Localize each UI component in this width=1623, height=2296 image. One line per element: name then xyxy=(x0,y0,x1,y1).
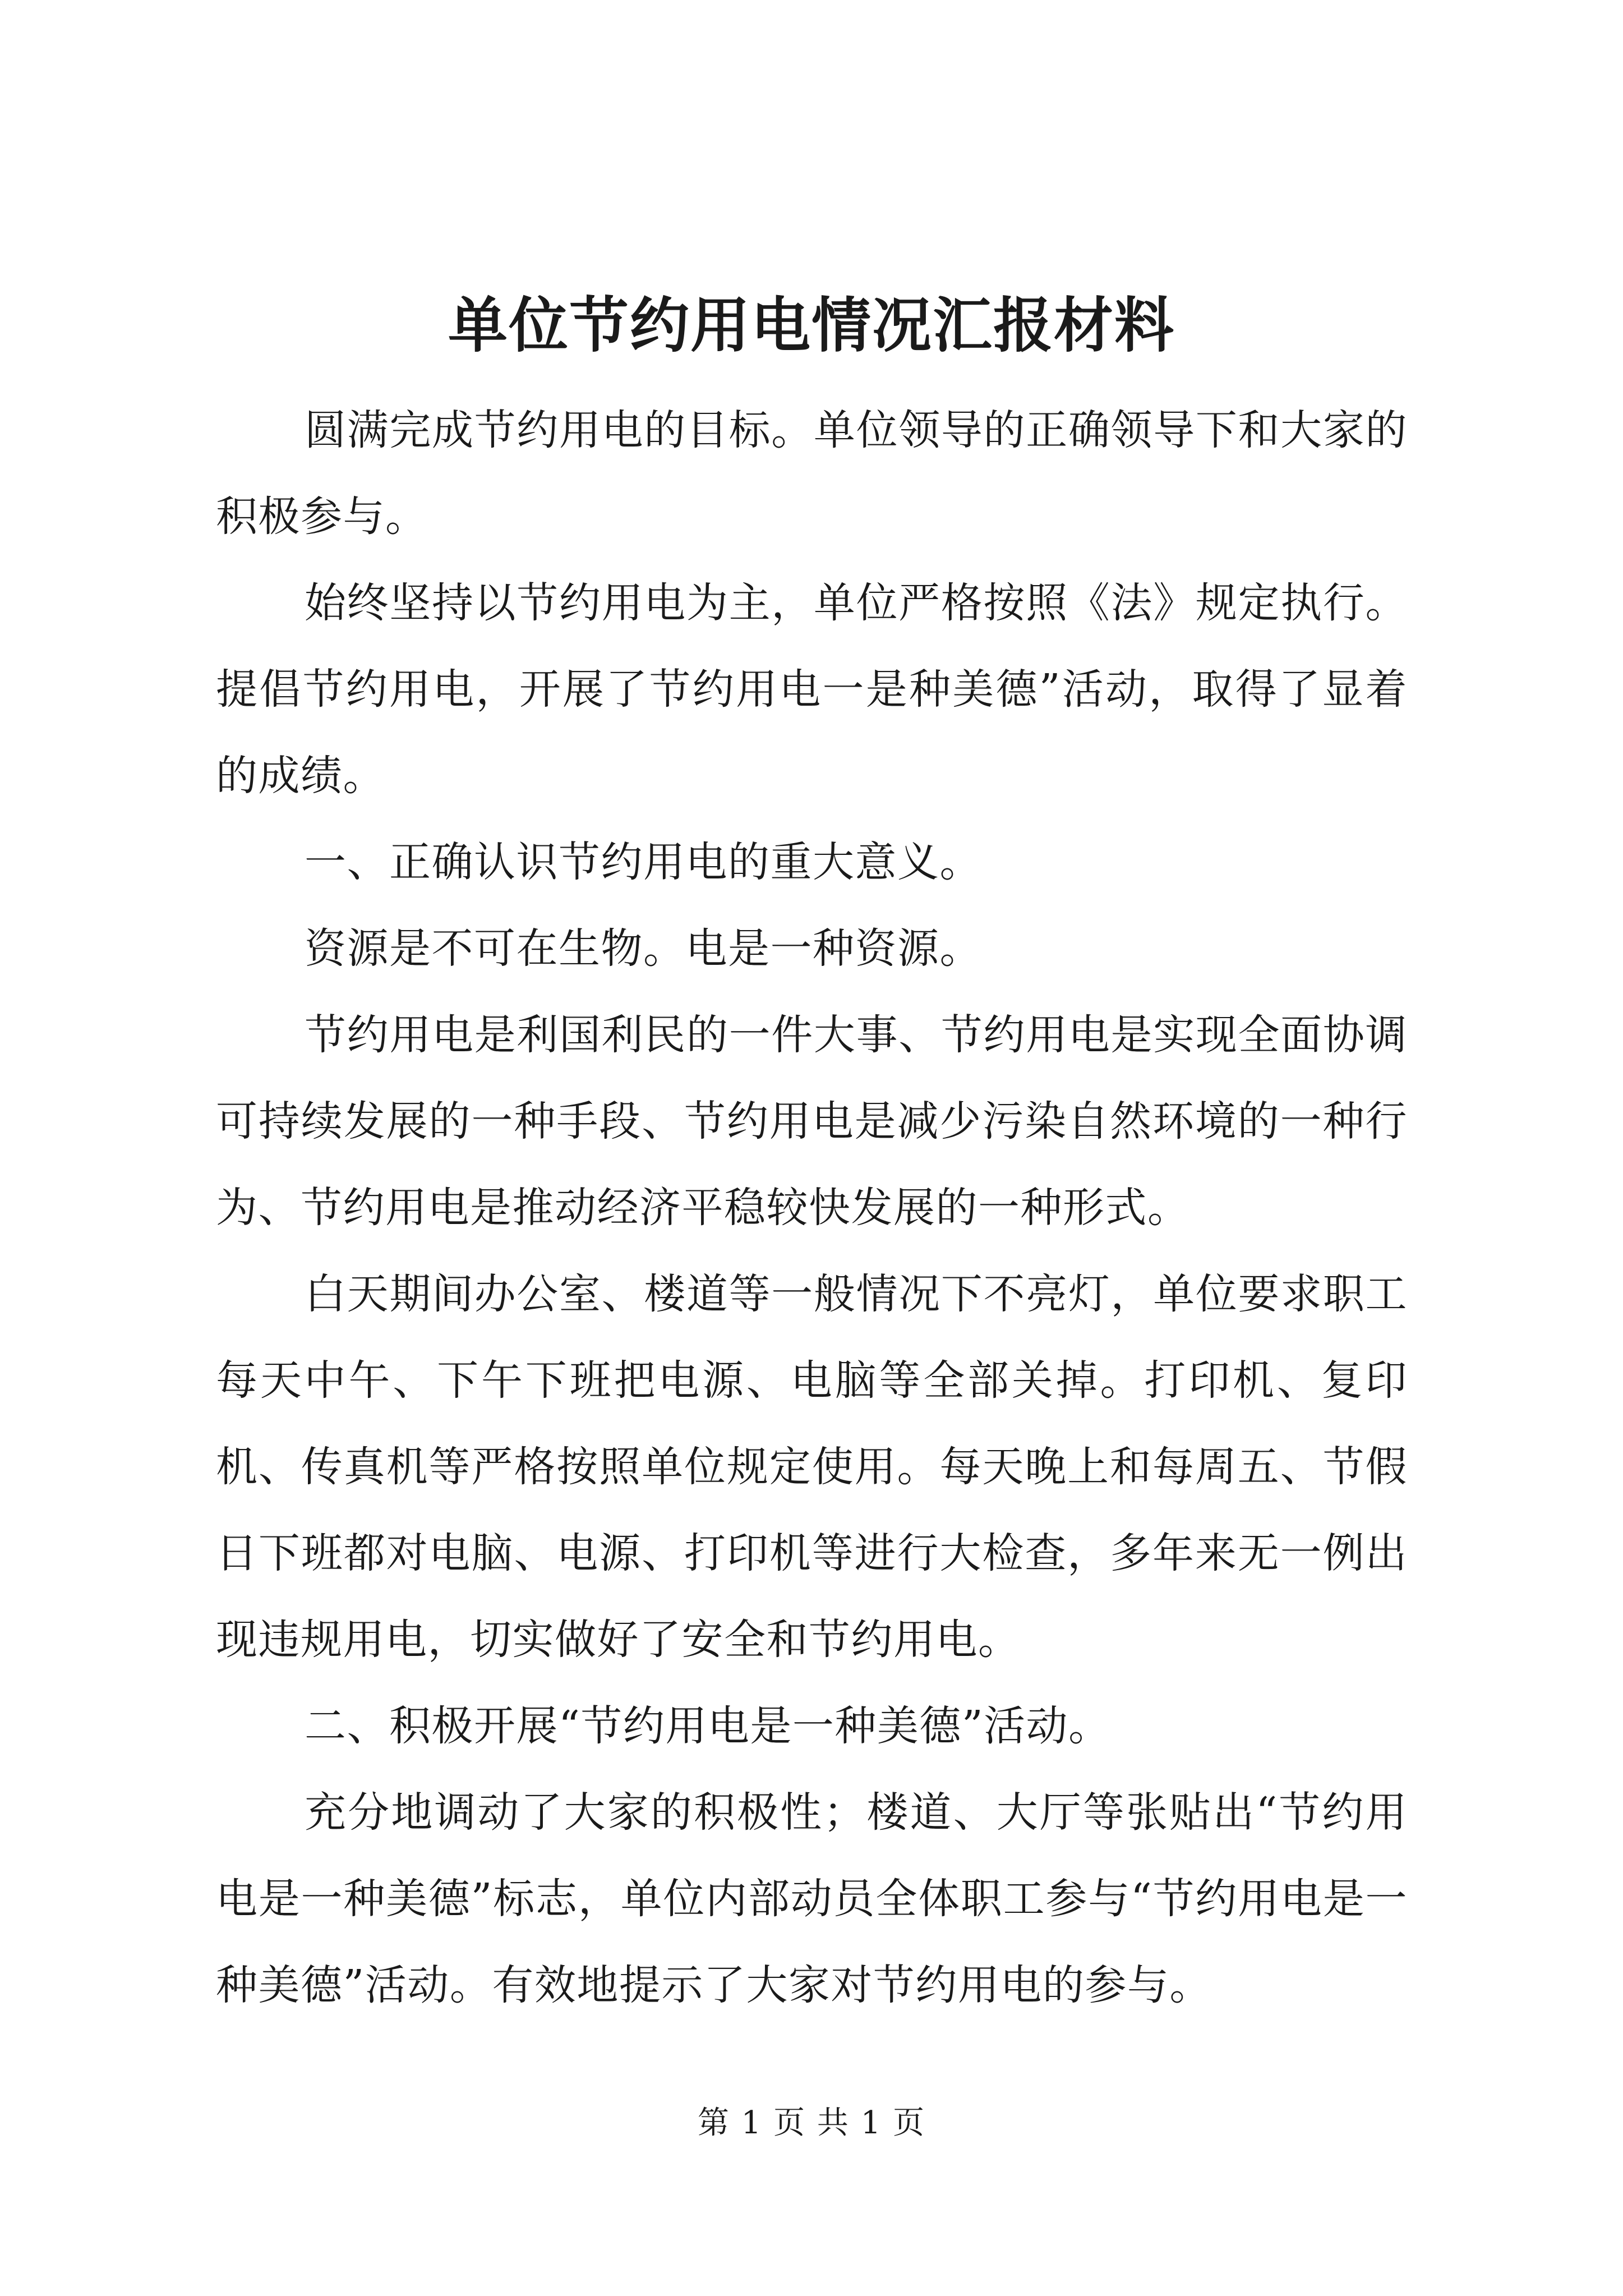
paragraph-5: 白天期间办公室、楼道等一般情况下不亮灯，单位要求职工每天中午、下午下班把电源、电脑等全部关掉。打印机、复印机、传真机等严格按照单位规定使用。每天晚上和每周五、节假日下班都对电脑、电源、打印机等进行大检查，多年来无一例出现违规用电，切实做好了安全和节约用电。 xyxy=(216,1270,1408,1664)
paragraph-6: 充分地调动了大家的积极性；楼道、大厅等张贴出“节约用电是一种美德”标志，单位内部动员全体职工参与“节约用电是一种美德”活动。有效地提示了大家对节约用电的参与。 xyxy=(216,1788,1408,2009)
document-body xyxy=(216,387,1408,2028)
page-footer: 第 1 页 共 1 页 xyxy=(697,2105,926,2141)
paragraph-1: 圆满完成节约用电的目标。单位领导的正确领导下和大家的积极参与。 xyxy=(216,406,1408,541)
paragraph-2: 始终坚持以节约用电为主，单位严格按照《法》规定执行。提倡节约用电，开展了节约用电一是种美德”活动，取得了显着的成绩。 xyxy=(216,579,1408,800)
paragraph-3: 资源是不可在生物。电是一种资源。 xyxy=(305,924,982,973)
document-title: 单位节约用电情况汇报材料 xyxy=(448,290,1175,360)
paragraph-4: 节约用电是利国利民的一件大事、节约用电是实现全面协调可持续发展的一种手段、节约用电是减少污染自然环境的一种行为、节约用电是推动经济平稳较快发展的一种形式。 xyxy=(216,1011,1408,1232)
section-heading-1: 一、正确认识节约用电的重大意义。 xyxy=(305,838,982,886)
section-heading-2: 二、积极开展“节约用电是一种美德”活动。 xyxy=(305,1702,1111,1750)
